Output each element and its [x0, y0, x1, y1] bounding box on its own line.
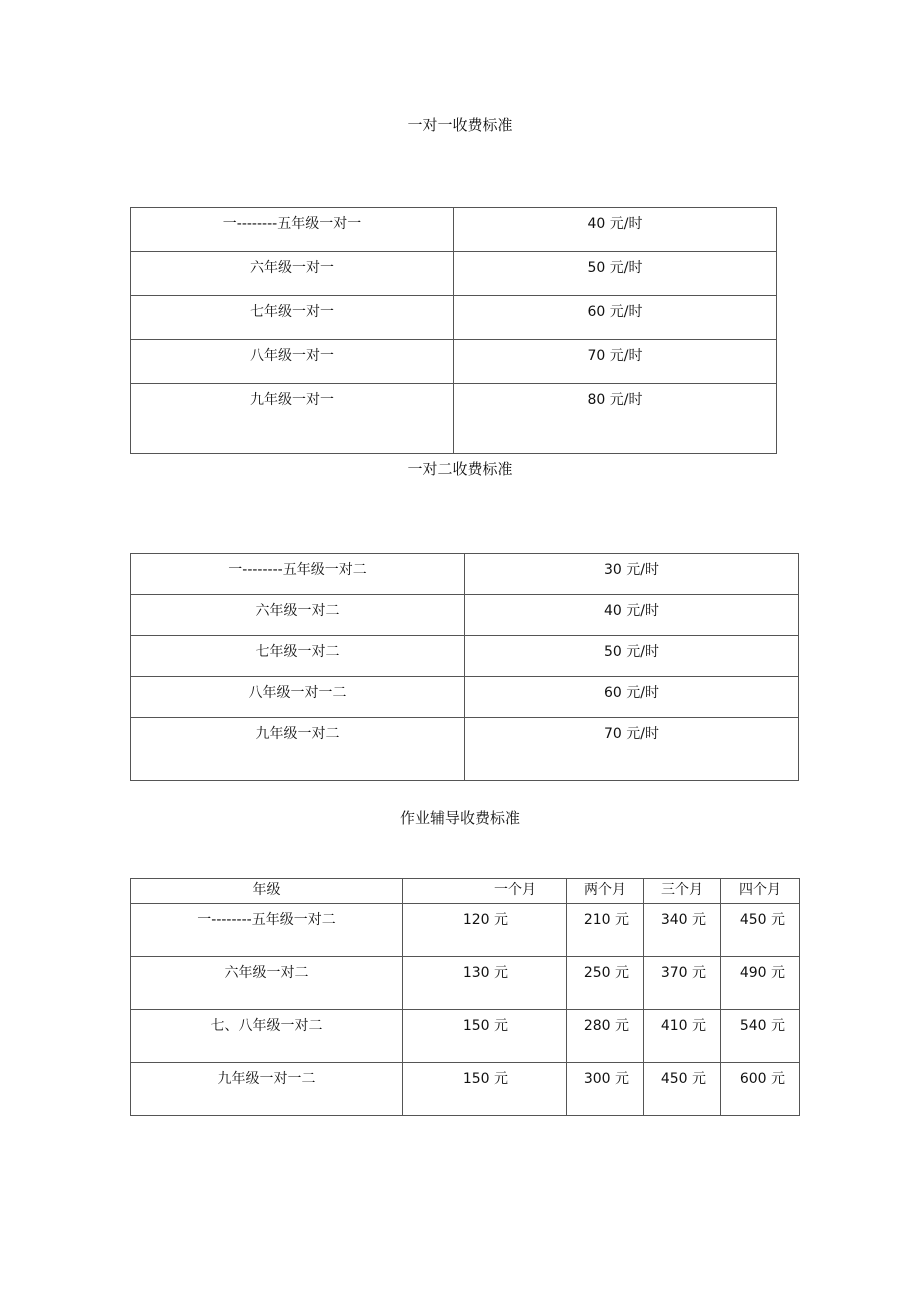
grade-cell: 七年级一对二 — [131, 636, 465, 677]
one-month-cell: 130 元 — [403, 957, 567, 1010]
table-row — [131, 677, 799, 718]
grade-cell: 一--------五年级一对二 — [131, 904, 403, 957]
three-months-cell: 410 元 — [644, 1010, 721, 1063]
table-row — [131, 1010, 800, 1063]
four-months-cell: 450 元 — [721, 904, 800, 957]
price-cell: 50 元/时 — [454, 252, 777, 296]
header-grade: 年级 — [131, 879, 403, 904]
price-cell: 70 元/时 — [465, 718, 799, 781]
table-row — [131, 208, 777, 252]
table-row — [131, 595, 799, 636]
table-row — [131, 718, 799, 781]
header-one-month: 一个月 — [403, 879, 567, 904]
one-month-cell: 120 元 — [403, 904, 567, 957]
price-cell: 60 元/时 — [465, 677, 799, 718]
header-two-months: 两个月 — [567, 879, 644, 904]
grade-cell: 六年级一对一 — [131, 252, 454, 296]
homework-table — [130, 878, 800, 1116]
price-cell: 70 元/时 — [454, 340, 777, 384]
three-months-cell: 340 元 — [644, 904, 721, 957]
price-cell: 60 元/时 — [454, 296, 777, 340]
four-months-cell: 490 元 — [721, 957, 800, 1010]
table-row — [131, 554, 799, 595]
four-months-cell: 540 元 — [721, 1010, 800, 1063]
three-months-cell: 450 元 — [644, 1063, 721, 1116]
table-row — [131, 1063, 800, 1116]
grade-cell: 一--------五年级一对一 — [131, 208, 454, 252]
one-on-two-table — [130, 553, 799, 781]
homework-title: 作业辅导收费标准 — [399, 809, 520, 827]
two-months-cell: 250 元 — [567, 957, 644, 1010]
grade-cell: 七年级一对一 — [131, 296, 454, 340]
table-header-row — [131, 879, 800, 904]
table-row — [131, 384, 777, 454]
three-months-cell: 370 元 — [644, 957, 721, 1010]
grade-cell: 九年级一对一 — [131, 384, 454, 454]
header-four-months: 四个月 — [721, 879, 800, 904]
grade-cell: 一--------五年级一对二 — [131, 554, 465, 595]
price-cell: 40 元/时 — [454, 208, 777, 252]
one-on-one-table — [130, 207, 777, 454]
grade-cell: 六年级一对二 — [131, 957, 403, 1010]
four-months-cell: 600 元 — [721, 1063, 800, 1116]
one-on-two-title: 一对二收费标准 — [407, 460, 513, 478]
grade-cell: 六年级一对二 — [131, 595, 465, 636]
table-row — [131, 904, 800, 957]
table-row — [131, 636, 799, 677]
table-row — [131, 252, 777, 296]
grade-cell: 九年级一对一二 — [131, 1063, 403, 1116]
grade-cell: 八年级一对一 — [131, 340, 454, 384]
grade-cell: 九年级一对二 — [131, 718, 465, 781]
table-row — [131, 340, 777, 384]
two-months-cell: 300 元 — [567, 1063, 644, 1116]
grade-cell: 八年级一对一二 — [131, 677, 465, 718]
table-row — [131, 957, 800, 1010]
price-cell: 30 元/时 — [465, 554, 799, 595]
one-month-cell: 150 元 — [403, 1063, 567, 1116]
table-row — [131, 296, 777, 340]
one-month-cell: 150 元 — [403, 1010, 567, 1063]
two-months-cell: 280 元 — [567, 1010, 644, 1063]
grade-cell: 七、八年级一对二 — [131, 1010, 403, 1063]
two-months-cell: 210 元 — [567, 904, 644, 957]
price-cell: 50 元/时 — [465, 636, 799, 677]
header-three-months: 三个月 — [644, 879, 721, 904]
price-cell: 40 元/时 — [465, 595, 799, 636]
one-on-one-title: 一对一收费标准 — [407, 116, 513, 134]
price-cell: 80 元/时 — [454, 384, 777, 454]
